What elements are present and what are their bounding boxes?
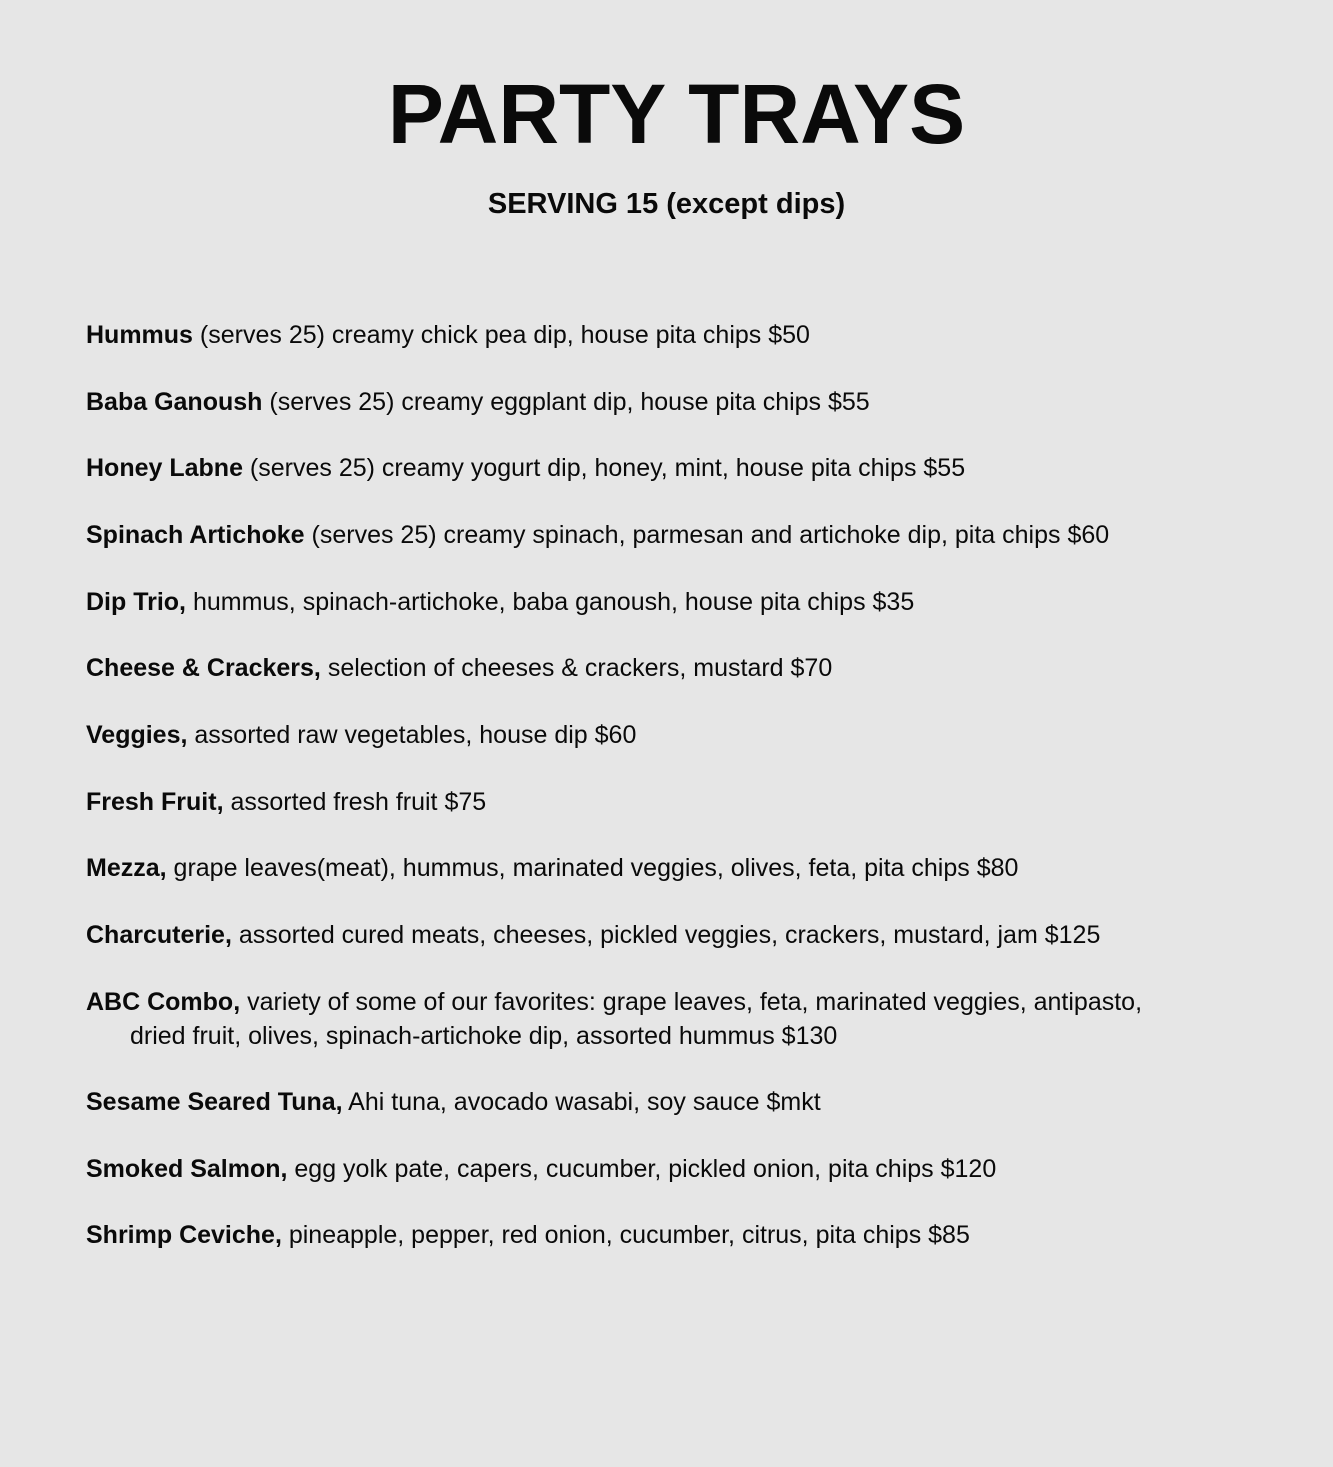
menu-item-name: Sesame Seared Tuna,: [86, 1088, 343, 1116]
menu-item-description: assorted raw vegetables, house dip $60: [187, 721, 637, 749]
menu-item-name: Shrimp Ceviche,: [86, 1221, 282, 1249]
menu-item-name: Smoked Salmon,: [86, 1155, 288, 1183]
menu-item-name: Fresh Fruit,: [86, 788, 224, 816]
menu-item-description: assorted cured meats, cheeses, pickled veggies, crackers, mustard, jam $125: [231, 921, 1101, 949]
menu-item-description: (serves 25) creamy yogurt dip, honey, mint, house pita chips $55: [242, 454, 966, 482]
menu-item-description: egg yolk pate, capers, cucumber, pickled onion, pita chips $120: [287, 1155, 997, 1183]
page-title: PARTY TRAYS: [387, 67, 966, 161]
menu-item-description-continued: dried fruit, olives, spinach-artichoke dip, assorted hummus $130: [130, 1021, 838, 1050]
menu-item-name: Dip Trio,: [86, 588, 186, 616]
page-subtitle: SERVING 15 (except dips): [487, 188, 846, 220]
menu-item-description: selection of cheeses & crackers, mustard $70: [320, 654, 833, 682]
menu-item: [86, 719, 1266, 753]
menu-item: [86, 1086, 1266, 1120]
menu-item-name: Veggies,: [86, 721, 188, 749]
menu-item-name: Baba Ganoush: [86, 388, 263, 416]
menu-item-name: ABC Combo,: [86, 988, 241, 1016]
menu-item: [86, 319, 1266, 353]
menu-item-name: Hummus: [86, 321, 193, 349]
menu-item: [86, 519, 1266, 553]
menu-item: [86, 386, 1266, 420]
menu-item-name: Charcuterie,: [86, 921, 232, 949]
menu-item-name: Honey Labne: [86, 454, 243, 482]
menu-item-description: Ahi tuna, avocado wasabi, soy sauce $mkt: [342, 1088, 821, 1116]
menu-item-name: Cheese & Crackers,: [86, 654, 321, 682]
menu-item: [86, 852, 1266, 886]
menu-item-description: (serves 25) creamy spinach, parmesan and artichoke dip, pita chips $60: [304, 521, 1110, 549]
menu-item-description: pineapple, pepper, red onion, cucumber, citrus, pita chips $85: [281, 1221, 970, 1249]
menu-item-name: Mezza,: [86, 854, 167, 882]
menu-item: [86, 919, 1266, 953]
menu-item: [86, 586, 1266, 620]
menu-item-description: assorted fresh fruit $75: [223, 788, 487, 816]
menu-item: [86, 1219, 1266, 1253]
menu-item-name: Spinach Artichoke: [86, 521, 305, 549]
menu-item: [86, 1153, 1266, 1187]
menu-item-description: hummus, spinach-artichoke, baba ganoush, house pita chips $35: [186, 588, 915, 616]
menu-item: [86, 452, 1266, 486]
menu-item-description: (serves 25) creamy eggplant dip, house pita chips $55: [262, 388, 870, 416]
menu-item-description: grape leaves(meat), hummus, marinated veggies, olives, feta, pita chips $80: [166, 854, 1019, 882]
menu-item: [86, 986, 1266, 1053]
menu-item-description: (serves 25) creamy chick pea dip, house pita chips $50: [192, 321, 810, 349]
menu-item: [86, 786, 1266, 820]
menu-item: [86, 652, 1266, 686]
menu-item-description: variety of some of our favorites: grape leaves, feta, marinated veggies, antipasto,: [240, 988, 1143, 1016]
